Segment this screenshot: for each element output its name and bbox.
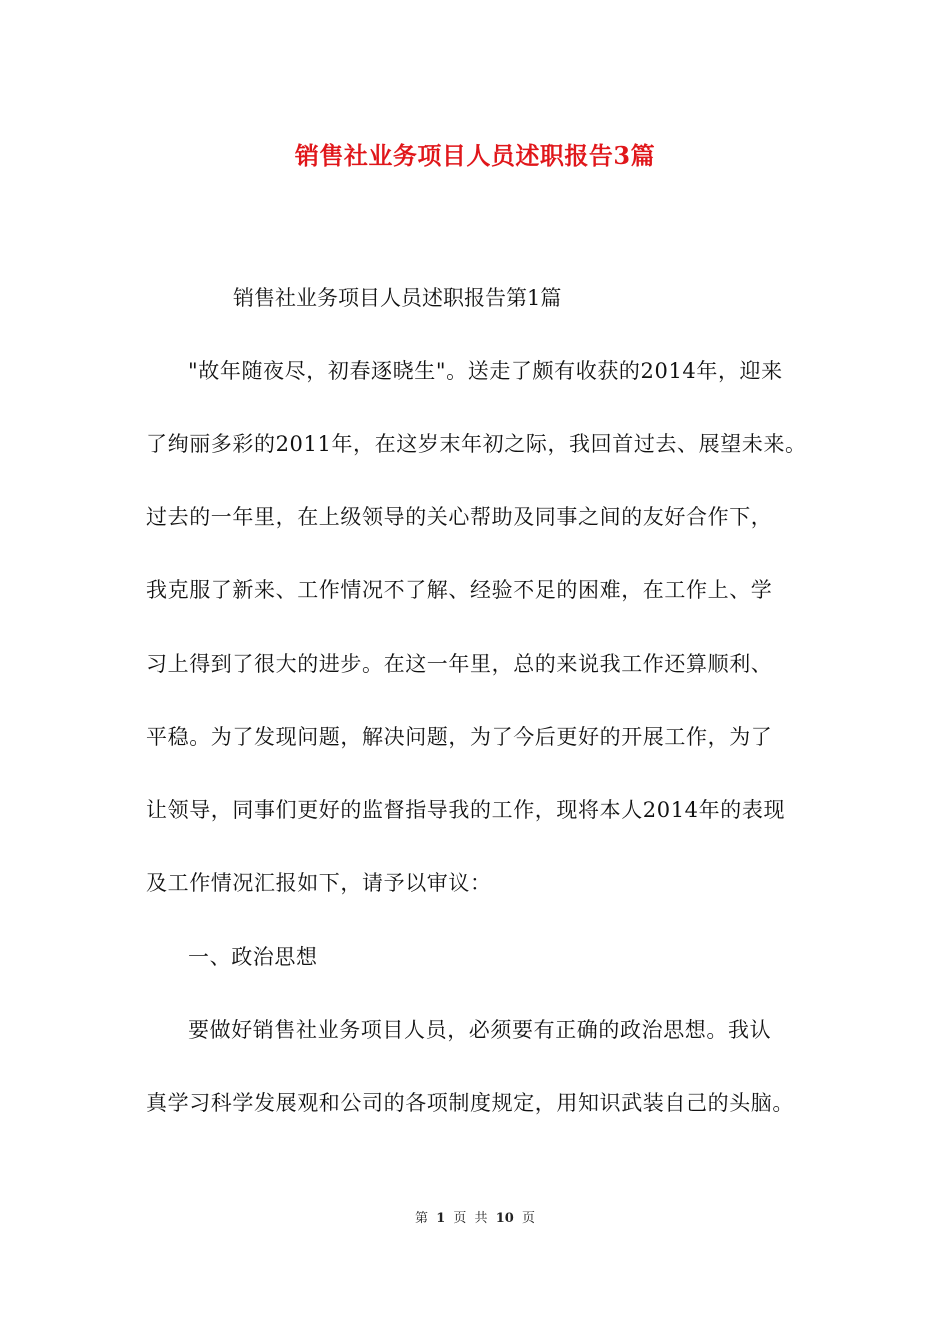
document-title: 销售社业务项目人员述职报告3篇	[294, 141, 656, 170]
footer-suffix: 页	[521, 1211, 535, 1226]
paragraph-line: 了绚丽多彩的2011年，在这岁末年初之际，我回首过去、展望未来。	[146, 432, 807, 456]
page-footer	[0, 1207, 950, 1231]
footer-page-label: 页	[453, 1211, 467, 1226]
current-page-number: 1	[436, 1211, 446, 1226]
section-heading: 一、政治思想	[188, 945, 318, 969]
paragraph-line: "故年随夜尽，初春逐晓生"。送走了颇有收获的2014年，迎来	[188, 359, 783, 383]
total-page-number: 10	[495, 1211, 514, 1226]
paragraph-line: 要做好销售社业务项目人员，必须要有正确的政治思想。我认	[188, 1018, 772, 1042]
footer-total-label: 共	[474, 1211, 488, 1226]
paragraph-line: 让领导，同事们更好的监督指导我的工作，现将本人2014年的表现	[146, 798, 786, 822]
section-subtitle: 销售社业务项目人员述职报告第1篇	[233, 286, 562, 310]
paragraph-line: 我克服了新来、工作情况不了解、经验不足的困难，在工作上、学	[146, 578, 773, 602]
footer-prefix: 第	[415, 1211, 429, 1226]
paragraph-line: 平稳。为了发现问题，解决问题，为了今后更好的开展工作，为了	[146, 725, 773, 749]
paragraph-line: 及工作情况汇报如下，请予以审议：	[146, 871, 492, 895]
paragraph-line: 过去的一年里，在上级领导的关心帮助及同事之间的友好合作下，	[146, 505, 773, 529]
paragraph-line: 真学习科学发展观和公司的各项制度规定，用知识武装自己的头脑。	[146, 1091, 794, 1115]
paragraph-line: 习上得到了很大的进步。在这一年里，总的来说我工作还算顺利、	[146, 652, 773, 676]
